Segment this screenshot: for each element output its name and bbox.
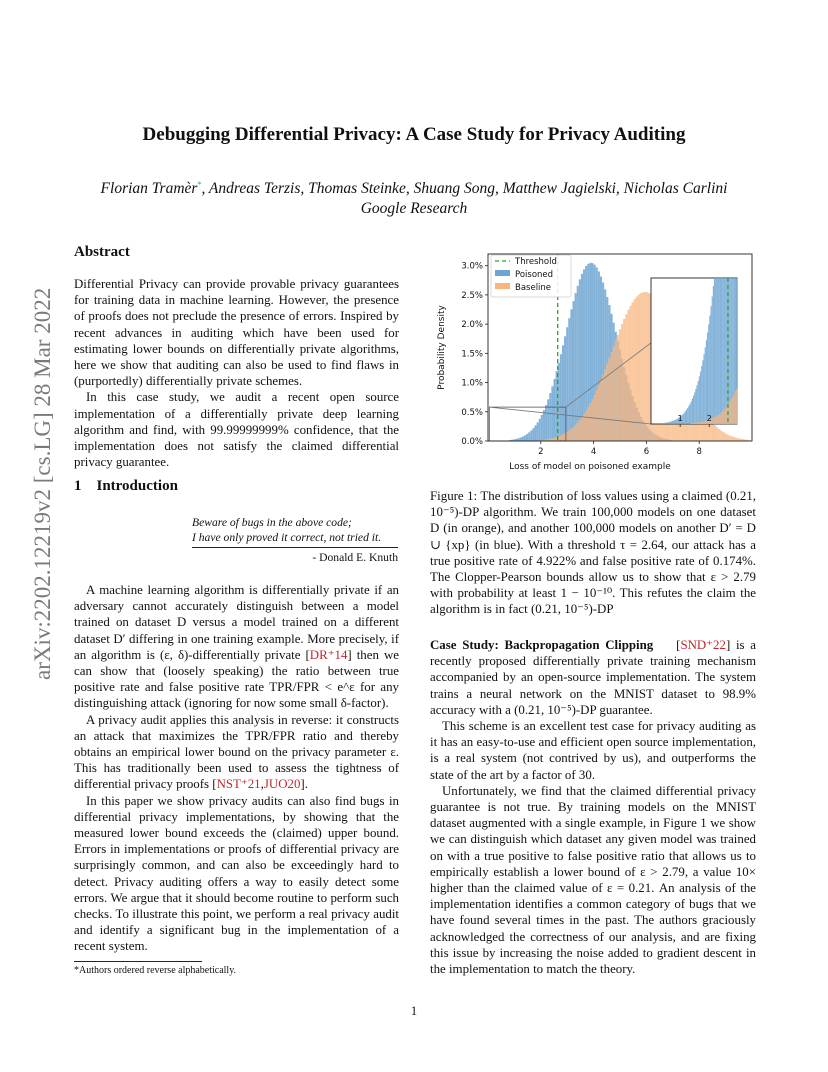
x-axis-label: Loss of model on poisoned example [509, 462, 671, 472]
poisoned-bar [575, 293, 577, 441]
inset-baseline-bar [731, 398, 732, 424]
baseline-bar [585, 411, 587, 441]
inset-poisoned-bar [663, 423, 664, 424]
inset-baseline-bar [724, 408, 725, 424]
poisoned-bar [530, 430, 532, 441]
inset-baseline-bar [702, 422, 703, 424]
baseline-bar [727, 435, 729, 441]
baseline-bar [625, 314, 627, 441]
inset-baseline-bar [696, 423, 697, 424]
inset-poisoned-bar [695, 389, 696, 424]
baseline-bar [600, 380, 602, 441]
inset-poisoned-bar [706, 340, 707, 424]
histogram-svg [430, 248, 760, 476]
inset-poisoned-bar [717, 278, 718, 424]
baseline-bar [634, 299, 636, 441]
poisoned-bar [537, 422, 539, 441]
baseline-bar [568, 430, 570, 441]
y-tick-label: 3.0% [461, 261, 483, 272]
inset-poisoned-bar [712, 296, 713, 424]
baseline-bar [640, 293, 642, 441]
inset-poisoned-bar [684, 413, 685, 424]
inset-poisoned-bar [710, 306, 711, 424]
baseline-bar [577, 422, 579, 441]
inset-poisoned-bar [729, 278, 730, 424]
section-heading-introduction [74, 478, 178, 495]
case-study-text: is a recently proposed differentially private training mechanism accompanied by an open-source implementation. The system trains a neural network on the MNIST dataset to 98.9% accuracy with a (0.21, 10⁻⁵)-DP guarantee. [430, 638, 757, 717]
baseline-bar [572, 427, 574, 441]
legend-swatch-baseline [495, 283, 510, 289]
inset-baseline-bar [695, 423, 696, 424]
intro-p2-text-a: A privacy audit applies this analysis in reverse: it constructs an attack that maximizes the TPR/FPR ratio and thereby obtains an empirical lower bound on the privacy parameter ε. This has traditionally been used to assess the tightness of differential privacy proofs [ [74, 712, 399, 792]
baseline-bar [610, 352, 612, 441]
inset-poisoned-bar [672, 421, 673, 424]
inset-baseline-bar [693, 423, 694, 424]
baseline-bar [731, 436, 733, 441]
inset-poisoned-bar [667, 422, 668, 424]
figure-1-caption: Figure 1: The distribution of loss values using a claimed (0.21, 10⁻⁵)-DP algorithm. We train 100,000 models on one dataset D (in orange), and another 100,000 models on another D′ = D ∪ {xp} (in blue). With a threshold τ = 2.64, our attack has a true positive rate of 4.922% and false positive rate of 0.174%. The Clopper-Pearson bounds allow us to show that ε > 2.79 with probability at least 1 − 10⁻¹⁰. This refutes the claim the algorithm is in fact (0.21, 10⁻⁵)-DP [430, 489, 756, 617]
baseline-bar [729, 435, 731, 441]
poisoned-bar [541, 415, 543, 441]
abstract-heading: Abstract [74, 244, 130, 260]
inset-baseline-bar [720, 413, 721, 424]
inset-poisoned-bar [705, 347, 706, 424]
affiliation: Google Research [360, 200, 468, 218]
y-tick-label: 2.5% [461, 290, 483, 301]
inset-baseline-bar [736, 389, 737, 424]
inset-baseline-bar [734, 394, 735, 424]
arxiv-margin-note [20, 260, 60, 690]
y-axis-label: Probability Density [437, 305, 447, 390]
baseline-bar [553, 438, 555, 441]
baseline-bar [646, 292, 648, 441]
baseline-bar [608, 358, 610, 441]
page-number: 1 [410, 1004, 418, 1018]
poisoned-bar [528, 432, 530, 441]
poisoned-bar [570, 309, 572, 441]
poisoned-bar [534, 426, 536, 441]
case-study-paragraph: Case Study: Backpropagation Clipping [SND⁺22] is a recently proposed differentially private training mechanism accompanied by an open-source implementation. The system trains a neural network on the MNIST dataset to 98.9% accuracy with a (0.21, 10⁻⁵)-DP guarantee. [430, 638, 757, 717]
poisoned-bar [566, 327, 568, 441]
baseline-bar [632, 302, 634, 441]
author-block [0, 175, 828, 219]
inset-baseline-bar [729, 402, 730, 424]
epigraph-line-1: Beware of bugs in the above code; [192, 516, 352, 529]
author-footnote-mark: * [197, 180, 202, 189]
baseline-bar [621, 324, 623, 441]
baseline-bar [644, 292, 646, 441]
intro-p1-text-a: A machine learning algorithm is differentially private if an adversary cannot accurately distinguish between a model trained on dataset D versus a model trained on a different dataset D′ differing in one training example. More precisely, if an algorithm is (ε, δ)-differentially private [ [74, 583, 399, 662]
arxiv-identifier: arXiv:2202.12219v2 [cs.LG] 28 Mar 2022 [30, 287, 55, 680]
inset-baseline-bar [694, 423, 695, 424]
inset-poisoned-bar [707, 333, 708, 424]
baseline-bar [613, 346, 615, 441]
inset-poisoned-bar [715, 278, 716, 424]
inset-baseline-bar [705, 421, 706, 424]
inset-baseline-bar [730, 400, 731, 424]
inset-baseline-bar [714, 417, 715, 424]
x-tick-label: 2 [538, 447, 544, 457]
y-tick-label: 0.0% [461, 437, 483, 447]
baseline-bar [642, 292, 644, 441]
introduction-body [74, 582, 399, 955]
inset-poisoned-bar [701, 366, 702, 424]
section-title: Introduction [96, 478, 178, 494]
inset-baseline-bar [698, 422, 699, 424]
inset-poisoned-bar [699, 376, 700, 424]
baseline-bar [636, 296, 638, 441]
epigraph-quote [192, 515, 398, 545]
inset-poisoned-bar [671, 421, 672, 424]
baseline-bar [581, 417, 583, 441]
baseline-bar [733, 437, 735, 441]
citation-link[interactable]: DR⁺14 [309, 647, 348, 662]
inset-poisoned-bar [693, 396, 694, 424]
inset-poisoned-bar [714, 278, 715, 424]
y-tick-label: 1.5% [461, 349, 483, 360]
baseline-bar [562, 434, 564, 441]
baseline-bar [623, 319, 625, 441]
legend-label: Threshold [515, 257, 557, 267]
poisoned-bar [524, 435, 526, 441]
inset-poisoned-bar [719, 278, 720, 424]
inset-poisoned-bar [692, 399, 693, 424]
legend-label: Poisoned [515, 270, 554, 280]
citation-link[interactable]: JUO20 [263, 777, 301, 792]
inset-baseline-bar [691, 423, 692, 424]
baseline-bar [591, 399, 593, 441]
inset-poisoned-bar [722, 278, 723, 424]
intro-p1-text-b: ] then we can show that (loosely speaking) the ratio between true positive rate and false positive rate TPR/FPR < e^ε for any distinguishing attack (ignoring for now some small δ-factor). [74, 647, 399, 711]
inset-poisoned-bar [720, 278, 721, 424]
inset-poisoned-bar [666, 423, 667, 424]
x-tick-label: 4 [590, 447, 597, 457]
right-paragraph-3: Unfortunately, we find that the claimed differential privacy guarantee is not true. By training models on the MNIST dataset augmented with a single example, in Figure 1 we show we can distinguish which dataset any given model was trained on with a true positive to false positive ratio that allows us to empirically establish a lower bound of ε > 2.79, a value 10× higher than the claimed value of ε = 0.21. An analysis of the implementation identifies a common category of bugs that we have found several times in the past. The authors graciously acknowledged the correctness of our analysis, and are fixing this issue by increasing the noise added to gradient descent in the implementation to match the theory. [430, 783, 756, 977]
poisoned-bar [520, 437, 522, 441]
inset-poisoned-bar [702, 360, 703, 424]
inset-baseline-bar [703, 421, 704, 424]
inset-tick-label: 2 [706, 414, 712, 423]
inset-poisoned-bar [708, 324, 709, 424]
baseline-bar [583, 414, 585, 441]
baseline-bar [722, 432, 724, 441]
intro-p2-text-b: ]. [300, 777, 308, 792]
baseline-bar [649, 293, 651, 441]
inset-baseline-bar [715, 417, 716, 424]
inset-baseline-bar [699, 422, 700, 424]
intro-paragraph-2 [74, 712, 399, 793]
inset-poisoned-bar [706, 316, 712, 424]
right-column-body [430, 637, 756, 977]
inset-poisoned-bar [661, 423, 662, 424]
inset-poisoned-bar [726, 278, 727, 424]
inset-poisoned-bar [698, 381, 699, 424]
inset-poisoned-bar [675, 419, 676, 424]
citation-link[interactable]: SND⁺22 [680, 638, 726, 652]
epigraph-line-2: I have only proved it correct, not tried it. [192, 531, 382, 544]
poisoned-bar [539, 419, 541, 441]
baseline-bar [617, 335, 619, 441]
poisoned-bar [526, 434, 528, 441]
poisoned-bar [562, 345, 564, 441]
baseline-bar [602, 375, 604, 441]
baseline-bar [735, 438, 737, 441]
poisoned-bar [577, 286, 579, 441]
section-number: 1 [74, 478, 82, 494]
inset-poisoned-bar [721, 278, 722, 424]
author-list: Florian Tramèr*, Andreas Terzis, Thomas Steinke, Shuang Song, Matthew Jagielski, Nicholas Carlini [100, 180, 728, 198]
baseline-bar [725, 433, 727, 441]
baseline-bar [712, 423, 714, 441]
inset-baseline-bar [722, 411, 723, 424]
inset-baseline-bar [701, 422, 702, 424]
inset-baseline-bar [726, 407, 727, 424]
inset-tick-label: 1 [677, 414, 683, 423]
inset-poisoned-bar [673, 421, 674, 424]
poisoned-bar [543, 410, 545, 441]
abstract-paragraph-2: In this case study, we audit a recent open source implementation of a differentially private deep learning algorithm and find, with 99.99999999% confidence, that the implementation does not satisfy the claimed differential privacy guarantee. [74, 390, 399, 470]
inset-baseline-bar [716, 416, 717, 424]
baseline-bar [638, 294, 640, 441]
baseline-bar [619, 329, 621, 441]
citation-separator: , [260, 777, 264, 792]
y-tick-label: 2.0% [461, 320, 483, 331]
epigraph-attribution: - Donald E. Knuth [312, 551, 398, 564]
y-tick-label: 1.0% [461, 378, 483, 389]
inset-baseline-bar [733, 396, 734, 424]
baseline-bar [714, 425, 716, 441]
x-tick-label: 8 [696, 447, 702, 457]
poisoned-bar [549, 393, 551, 441]
baseline-bar [718, 429, 720, 441]
poisoned-bar [560, 354, 562, 441]
poisoned-bar [572, 301, 574, 441]
baseline-bar [630, 306, 632, 441]
inset-poisoned-bar [713, 286, 714, 424]
poisoned-bar [553, 379, 555, 441]
legend-swatch-poisoned [495, 270, 510, 276]
inset-baseline-bar [700, 422, 701, 424]
baseline-bar [560, 435, 562, 441]
inset-poisoned-bar [703, 354, 704, 424]
poisoned-bar [581, 274, 583, 441]
inset-baseline-bar [692, 423, 693, 424]
inset-poisoned-bar [685, 411, 686, 424]
paper-title: Debugging Differential Privacy: A Case Study for Privacy Auditing [142, 124, 686, 145]
poisoned-bar [568, 318, 570, 441]
inset-poisoned-bar [691, 401, 692, 424]
baseline-bar [716, 427, 718, 441]
inset-poisoned-bar [670, 422, 671, 424]
inset-poisoned-bar [700, 371, 701, 424]
inset-baseline-bar [713, 418, 714, 424]
epigraph-rule [192, 547, 398, 548]
y-tick-label: 0.5% [461, 407, 483, 418]
legend-label: Baseline [515, 283, 552, 293]
inset-poisoned-bar [716, 278, 717, 424]
inset-poisoned-bar [664, 423, 665, 424]
figure-1-chart [430, 248, 760, 476]
inset-poisoned-bar [689, 404, 690, 424]
inset-poisoned-bar [668, 422, 669, 424]
inset-baseline-bar [723, 410, 724, 424]
inset-baseline-bar [735, 391, 736, 424]
x-tick-label: 6 [643, 447, 650, 457]
intro-paragraph-1 [74, 582, 399, 712]
inset-poisoned-bar [696, 385, 697, 424]
inset-baseline-bar [717, 415, 718, 424]
citation-link[interactable]: NST⁺21 [216, 777, 261, 792]
baseline-bar [720, 431, 722, 441]
footnote-rule [74, 961, 202, 962]
poisoned-bar [532, 428, 534, 441]
baseline-bar [579, 420, 581, 441]
paragraph-heading: Case Study: Backpropagation Clipping [430, 638, 654, 652]
inset-poisoned-bar [674, 420, 675, 424]
baseline-bar [589, 403, 591, 441]
poisoned-bar [545, 405, 547, 441]
inset-baseline-bar [719, 414, 720, 424]
baseline-bar [604, 369, 606, 441]
inset-poisoned-bar [687, 408, 688, 424]
inset-poisoned-bar [665, 423, 666, 424]
inset-poisoned-bar [686, 410, 687, 424]
inset-baseline-bar [721, 412, 722, 424]
abstract-body [74, 276, 399, 470]
right-paragraph-2: This scheme is an excellent test case for privacy auditing as it has an easy-to-use and efficient open source implementation, is a real system (not contrived by us), and outperforms the state of the art by a factor of 30. [430, 719, 756, 782]
inset-poisoned-bar [723, 278, 724, 424]
footnote: *Authors ordered reverse alphabetically. [74, 965, 237, 976]
poisoned-bar [522, 437, 524, 441]
baseline-bar [566, 432, 568, 441]
inset-poisoned-bar [724, 278, 725, 424]
intro-paragraph-3: In this paper we show privacy audits can also find bugs in differential privacy implementations, by showing that the measured lower bound exceeds the (claimed) upper bound. Errors in implementations or proofs of differential privacy are surprisingly common, and can also be exceedingly hard to detect. Privacy auditing offers a way to easily detect some errors. We argue that it should become routine to perform such checks. To illustrate this point, we perform a real privacy audit and identify a significant bug in the implementation of a recent system. [74, 793, 399, 954]
baseline-bar [596, 390, 598, 441]
abstract-paragraph-1: Differential Privacy can provide provable privacy guarantees for training data in machine learning. However, the presence of proofs does not preclude the presence of errors. Inspired by recent advances in auditing which have been used for estimating lower bounds on differentially private algorithms, here we show that auditing can also be used to find flaws in (purportedly) differentially private schemes. [74, 277, 399, 389]
inset-poisoned-bar [688, 406, 689, 424]
baseline-bar [587, 407, 589, 441]
baseline-bar [615, 341, 617, 441]
poisoned-bar [547, 399, 549, 441]
inset-poisoned-bar [694, 392, 695, 424]
baseline-bar [575, 425, 577, 441]
baseline-bar [570, 429, 572, 441]
baseline-bar [598, 385, 600, 441]
